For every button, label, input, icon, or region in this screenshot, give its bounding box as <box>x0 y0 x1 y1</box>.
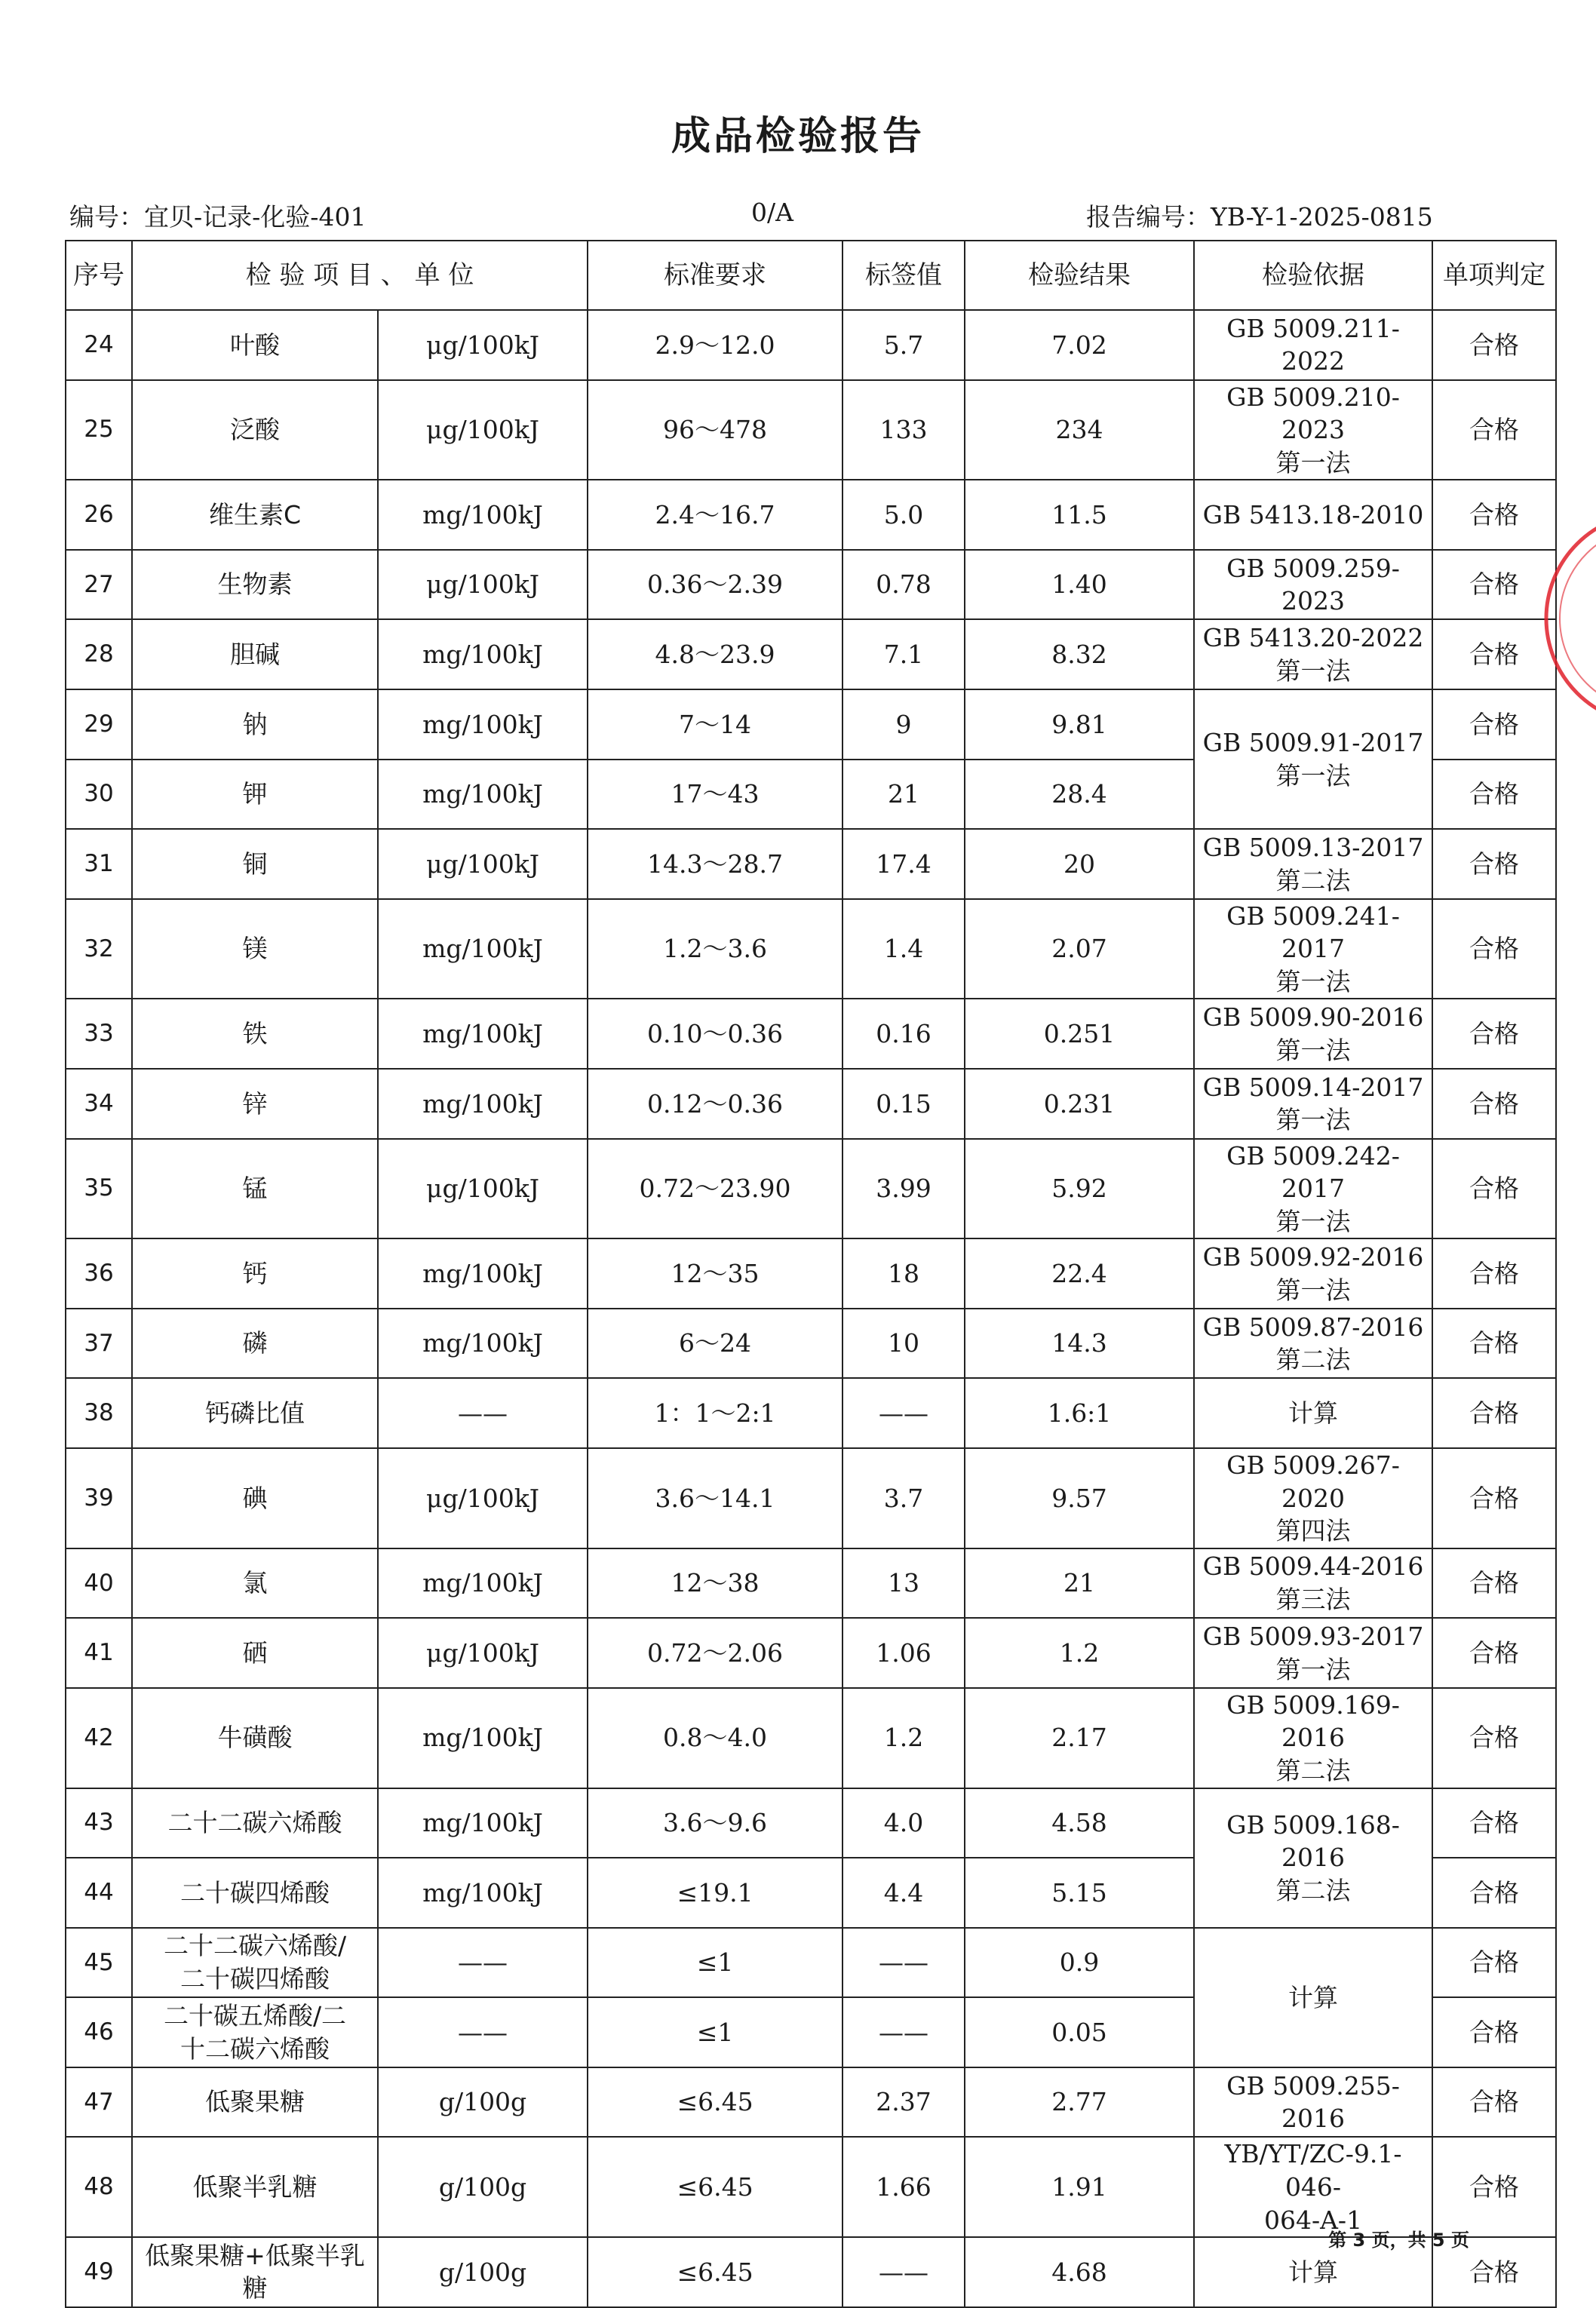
table-row <box>66 1238 1556 1309</box>
cell-standard: 0.72～23.90 <box>588 1139 843 1239</box>
cell-unit: mg/100kJ <box>378 1238 588 1309</box>
cell-verdict: 合格 <box>1432 1997 1556 2067</box>
page-number: 第 3 页，共 5 页 <box>1328 2230 1469 2251</box>
cell-standard: 3.6～14.1 <box>588 1448 843 1548</box>
record-number: 编号：宜贝-记录-化验-401 <box>69 202 367 232</box>
table-row <box>66 829 1556 899</box>
cell-result: 22.4 <box>965 1238 1194 1309</box>
cell-result: 7.02 <box>965 310 1194 380</box>
cell-verdict: 合格 <box>1432 1928 1556 1998</box>
table-row <box>66 899 1556 999</box>
cell-label-value: 2.37 <box>843 2067 965 2138</box>
cell-seq: 31 <box>66 829 132 899</box>
cell-basis: GB 5009.13-2017 第二法 <box>1194 829 1432 899</box>
cell-item-name: 铁 <box>132 999 378 1069</box>
cell-standard: 6～24 <box>588 1309 843 1379</box>
cell-item-name: 二十二碳六烯酸/ 二十碳四烯酸 <box>132 1928 378 1998</box>
cell-standard: ≤1 <box>588 1928 843 1998</box>
cell-result: 4.68 <box>965 2237 1194 2307</box>
cell-label-value: 1.4 <box>843 899 965 999</box>
cell-item-name: 泛酸 <box>132 380 378 480</box>
table-row <box>66 689 1556 760</box>
cell-seq: 30 <box>66 760 132 830</box>
table-row <box>66 619 1556 689</box>
cell-result: 0.05 <box>965 1997 1194 2067</box>
cell-verdict: 合格 <box>1432 1309 1556 1379</box>
cell-verdict: 合格 <box>1432 2237 1556 2307</box>
cell-basis: 计算 <box>1194 1928 1432 2067</box>
cell-result: 5.15 <box>965 1858 1194 1928</box>
cell-result: 1.91 <box>965 2137 1194 2237</box>
cell-standard: 1：1～2:1 <box>588 1378 843 1448</box>
report-number: 报告编号：YB-Y-1-2025-0815 <box>1086 202 1433 232</box>
cell-unit: —— <box>378 1997 588 2067</box>
table-row <box>66 1309 1556 1379</box>
cell-unit: g/100g <box>378 2237 588 2307</box>
header-seq: 序号 <box>66 241 132 310</box>
report-title: 成品检验报告 <box>671 114 925 159</box>
cell-seq: 27 <box>66 550 132 620</box>
cell-item-name: 钠 <box>132 689 378 760</box>
cell-basis: GB 5009.92-2016 第一法 <box>1194 1238 1432 1309</box>
cell-standard: 14.3～28.7 <box>588 829 843 899</box>
cell-label-value: 0.78 <box>843 550 965 620</box>
cell-result: 21 <box>965 1548 1194 1619</box>
cell-unit: μg/100kJ <box>378 310 588 380</box>
cell-result: 28.4 <box>965 760 1194 830</box>
cell-item-name: 低聚果糖+低聚半乳 糖 <box>132 2237 378 2307</box>
cell-label-value: —— <box>843 1997 965 2067</box>
cell-label-value: 1.06 <box>843 1618 965 1688</box>
cell-item-name: 叶酸 <box>132 310 378 380</box>
cell-item-name: 生物素 <box>132 550 378 620</box>
cell-seq: 32 <box>66 899 132 999</box>
cell-result: 0.251 <box>965 999 1194 1069</box>
cell-standard: ≤6.45 <box>588 2067 843 2138</box>
table-row <box>66 1548 1556 1619</box>
cell-label-value: 3.7 <box>843 1448 965 1548</box>
table-body <box>66 310 1556 2307</box>
cell-verdict: 合格 <box>1432 1618 1556 1688</box>
cell-label-value: 17.4 <box>843 829 965 899</box>
table-row <box>66 1448 1556 1548</box>
table-row <box>66 1378 1556 1448</box>
cell-basis: GB 5009.93-2017 第一法 <box>1194 1618 1432 1688</box>
cell-verdict: 合格 <box>1432 999 1556 1069</box>
cell-basis: GB 5009.14-2017 第一法 <box>1194 1069 1432 1139</box>
cell-verdict: 合格 <box>1432 1788 1556 1858</box>
cell-label-value: —— <box>843 1378 965 1448</box>
cell-unit: μg/100kJ <box>378 380 588 480</box>
table-header-row <box>66 241 1556 310</box>
cell-verdict: 合格 <box>1432 619 1556 689</box>
table-row <box>66 550 1556 620</box>
cell-result: 234 <box>965 380 1194 480</box>
cell-standard: 4.8～23.9 <box>588 619 843 689</box>
cell-basis: GB 5009.91-2017 第一法 <box>1194 689 1432 829</box>
table-row <box>66 1069 1556 1139</box>
cell-basis: GB 5413.20-2022 第一法 <box>1194 619 1432 689</box>
cell-seq: 43 <box>66 1788 132 1858</box>
cell-basis: 计算 <box>1194 1378 1432 1448</box>
cell-basis: GB 5009.169-2016 第二法 <box>1194 1688 1432 1788</box>
cell-unit: μg/100kJ <box>378 1618 588 1688</box>
cell-item-name: 磷 <box>132 1309 378 1379</box>
table-row <box>66 1139 1556 1239</box>
cell-result: 1.2 <box>965 1618 1194 1688</box>
table-row <box>66 2067 1556 2138</box>
cell-item-name: 钙 <box>132 1238 378 1309</box>
cell-item-name: 氯 <box>132 1548 378 1619</box>
cell-label-value: 7.1 <box>843 619 965 689</box>
cell-seq: 37 <box>66 1309 132 1379</box>
cell-unit: mg/100kJ <box>378 619 588 689</box>
cell-result: 2.07 <box>965 899 1194 999</box>
cell-unit: mg/100kJ <box>378 760 588 830</box>
table-row <box>66 2137 1556 2237</box>
cell-label-value: 0.16 <box>843 999 965 1069</box>
cell-unit: mg/100kJ <box>378 999 588 1069</box>
cell-standard: 0.10～0.36 <box>588 999 843 1069</box>
cell-basis: GB 5009.168-2016 第二法 <box>1194 1788 1432 1928</box>
header-label-value: 标签值 <box>843 241 965 310</box>
cell-result: 9.57 <box>965 1448 1194 1548</box>
cell-seq: 25 <box>66 380 132 480</box>
header-verdict: 单项判定 <box>1432 241 1556 310</box>
table-row <box>66 999 1556 1069</box>
cell-seq: 46 <box>66 1997 132 2067</box>
cell-seq: 40 <box>66 1548 132 1619</box>
cell-item-name: 硒 <box>132 1618 378 1688</box>
header-item-unit: 检 验 项 目 、 单 位 <box>132 241 588 310</box>
cell-seq: 38 <box>66 1378 132 1448</box>
cell-seq: 24 <box>66 310 132 380</box>
cell-seq: 44 <box>66 1858 132 1928</box>
cell-unit: mg/100kJ <box>378 1548 588 1619</box>
cell-verdict: 合格 <box>1432 760 1556 830</box>
cell-result: 1.40 <box>965 550 1194 620</box>
table-row <box>66 1618 1556 1688</box>
cell-seq: 34 <box>66 1069 132 1139</box>
table-row <box>66 1788 1556 1858</box>
cell-result: 20 <box>965 829 1194 899</box>
cell-item-name: 镁 <box>132 899 378 999</box>
cell-basis: YB/YT/ZC-9.1-046- 064-A-1 <box>1194 2137 1432 2237</box>
cell-seq: 29 <box>66 689 132 760</box>
cell-basis: GB 5009.259-2023 <box>1194 550 1432 620</box>
header-basis: 检验依据 <box>1194 241 1432 310</box>
header-standard: 标准要求 <box>588 241 843 310</box>
cell-unit: mg/100kJ <box>378 689 588 760</box>
table-row <box>66 310 1556 380</box>
cell-item-name: 低聚果糖 <box>132 2067 378 2138</box>
cell-seq: 36 <box>66 1238 132 1309</box>
cell-unit: μg/100kJ <box>378 1139 588 1239</box>
cell-standard: 1.2～3.6 <box>588 899 843 999</box>
cell-standard: 0.12～0.36 <box>588 1069 843 1139</box>
cell-verdict: 合格 <box>1432 380 1556 480</box>
cell-standard: ≤1 <box>588 1997 843 2067</box>
cell-verdict: 合格 <box>1432 1448 1556 1548</box>
cell-result: 4.58 <box>965 1788 1194 1858</box>
cell-verdict: 合格 <box>1432 899 1556 999</box>
cell-standard: 96～478 <box>588 380 843 480</box>
cell-result: 9.81 <box>965 689 1194 760</box>
cell-result: 0.9 <box>965 1928 1194 1998</box>
cell-label-value: 0.15 <box>843 1069 965 1139</box>
cell-verdict: 合格 <box>1432 1548 1556 1619</box>
cell-label-value: 4.4 <box>843 1858 965 1928</box>
cell-label-value: 3.99 <box>843 1139 965 1239</box>
cell-label-value: 13 <box>843 1548 965 1619</box>
cell-basis: GB 5009.44-2016 第三法 <box>1194 1548 1432 1619</box>
table-row <box>66 1928 1556 1998</box>
cell-label-value: 1.2 <box>843 1688 965 1788</box>
cell-unit: —— <box>378 1928 588 1998</box>
cell-seq: 45 <box>66 1928 132 1998</box>
cell-verdict: 合格 <box>1432 550 1556 620</box>
cell-seq: 28 <box>66 619 132 689</box>
cell-unit: mg/100kJ <box>378 1309 588 1379</box>
cell-label-value: 4.0 <box>843 1788 965 1858</box>
cell-basis: GB 5009.255-2016 <box>1194 2067 1432 2138</box>
cell-item-name: 钾 <box>132 760 378 830</box>
cell-verdict: 合格 <box>1432 829 1556 899</box>
cell-basis: GB 5009.242-2017 第一法 <box>1194 1139 1432 1239</box>
cell-basis: GB 5009.267-2020 第四法 <box>1194 1448 1432 1548</box>
cell-unit: μg/100kJ <box>378 829 588 899</box>
cell-basis: GB 5009.210-2023 第一法 <box>1194 380 1432 480</box>
table-row <box>66 1688 1556 1788</box>
cell-item-name: 钙磷比值 <box>132 1378 378 1448</box>
cell-result: 5.92 <box>965 1139 1194 1239</box>
cell-label-value: —— <box>843 2237 965 2307</box>
cell-result: 14.3 <box>965 1309 1194 1379</box>
cell-label-value: 133 <box>843 380 965 480</box>
cell-unit: μg/100kJ <box>378 1448 588 1548</box>
cell-seq: 42 <box>66 1688 132 1788</box>
cell-standard: 2.9～12.0 <box>588 310 843 380</box>
cell-unit: g/100g <box>378 2137 588 2237</box>
cell-unit: mg/100kJ <box>378 1788 588 1858</box>
cell-verdict: 合格 <box>1432 1688 1556 1788</box>
cell-item-name: 碘 <box>132 1448 378 1548</box>
cell-verdict: 合格 <box>1432 1139 1556 1239</box>
cell-unit: mg/100kJ <box>378 1069 588 1139</box>
cell-label-value: 5.7 <box>843 310 965 380</box>
cell-verdict: 合格 <box>1432 2137 1556 2237</box>
cell-verdict: 合格 <box>1432 310 1556 380</box>
cell-seq: 26 <box>66 480 132 550</box>
cell-item-name: 维生素C <box>132 480 378 550</box>
cell-standard: 7～14 <box>588 689 843 760</box>
cell-standard: 12～35 <box>588 1238 843 1309</box>
version-number: 0/A <box>751 198 793 227</box>
cell-item-name: 锌 <box>132 1069 378 1139</box>
cell-result: 2.17 <box>965 1688 1194 1788</box>
cell-verdict: 合格 <box>1432 1069 1556 1139</box>
cell-unit: —— <box>378 1378 588 1448</box>
cell-standard: ≤19.1 <box>588 1858 843 1928</box>
cell-standard: 2.4～16.7 <box>588 480 843 550</box>
cell-verdict: 合格 <box>1432 480 1556 550</box>
table-row <box>66 380 1556 480</box>
cell-unit: g/100g <box>378 2067 588 2138</box>
cell-label-value: 18 <box>843 1238 965 1309</box>
cell-label-value: 5.0 <box>843 480 965 550</box>
cell-item-name: 胆碱 <box>132 619 378 689</box>
cell-seq: 48 <box>66 2137 132 2237</box>
cell-result: 2.77 <box>965 2067 1194 2138</box>
cell-verdict: 合格 <box>1432 1858 1556 1928</box>
cell-basis: GB 5413.18-2010 <box>1194 480 1432 550</box>
table-row <box>66 480 1556 550</box>
cell-item-name: 牛磺酸 <box>132 1688 378 1788</box>
cell-unit: mg/100kJ <box>378 1858 588 1928</box>
cell-item-name: 二十碳五烯酸/二 十二碳六烯酸 <box>132 1997 378 2067</box>
cell-item-name: 铜 <box>132 829 378 899</box>
cell-result: 0.231 <box>965 1069 1194 1139</box>
cell-basis: GB 5009.211-2022 <box>1194 310 1432 380</box>
cell-item-name: 低聚半乳糖 <box>132 2137 378 2237</box>
cell-basis: GB 5009.87-2016 第二法 <box>1194 1309 1432 1379</box>
cell-item-name: 二十二碳六烯酸 <box>132 1788 378 1858</box>
cell-seq: 39 <box>66 1448 132 1548</box>
cell-result: 8.32 <box>965 619 1194 689</box>
cell-standard: 3.6～9.6 <box>588 1788 843 1858</box>
cell-unit: mg/100kJ <box>378 480 588 550</box>
cell-verdict: 合格 <box>1432 2067 1556 2138</box>
cell-basis: GB 5009.90-2016 第一法 <box>1194 999 1432 1069</box>
cell-standard: 17～43 <box>588 760 843 830</box>
cell-label-value: —— <box>843 1928 965 1998</box>
inspection-table <box>65 240 1557 2308</box>
cell-seq: 49 <box>66 2237 132 2307</box>
cell-label-value: 10 <box>843 1309 965 1379</box>
cell-result: 1.6:1 <box>965 1378 1194 1448</box>
cell-standard: 0.72～2.06 <box>588 1618 843 1688</box>
red-seal-stamp <box>1539 505 1596 732</box>
cell-seq: 47 <box>66 2067 132 2138</box>
cell-item-name: 锰 <box>132 1139 378 1239</box>
cell-verdict: 合格 <box>1432 1238 1556 1309</box>
cell-verdict: 合格 <box>1432 1378 1556 1448</box>
seal-ring <box>1546 513 1596 724</box>
cell-standard: ≤6.45 <box>588 2137 843 2237</box>
cell-seq: 41 <box>66 1618 132 1688</box>
cell-basis: 计算 <box>1194 2237 1432 2307</box>
cell-unit: mg/100kJ <box>378 1688 588 1788</box>
cell-item-name: 二十碳四烯酸 <box>132 1858 378 1928</box>
cell-basis: GB 5009.241-2017 第一法 <box>1194 899 1432 999</box>
cell-standard: 12～38 <box>588 1548 843 1619</box>
cell-standard: 0.36～2.39 <box>588 550 843 620</box>
header-result: 检验结果 <box>965 241 1194 310</box>
cell-unit: μg/100kJ <box>378 550 588 620</box>
cell-unit: mg/100kJ <box>378 899 588 999</box>
cell-label-value: 9 <box>843 689 965 760</box>
cell-standard: 0.8～4.0 <box>588 1688 843 1788</box>
cell-seq: 33 <box>66 999 132 1069</box>
cell-seq: 35 <box>66 1139 132 1239</box>
cell-label-value: 1.66 <box>843 2137 965 2237</box>
cell-standard: ≤6.45 <box>588 2237 843 2307</box>
cell-result: 11.5 <box>965 480 1194 550</box>
cell-label-value: 21 <box>843 760 965 830</box>
cell-verdict: 合格 <box>1432 689 1556 760</box>
